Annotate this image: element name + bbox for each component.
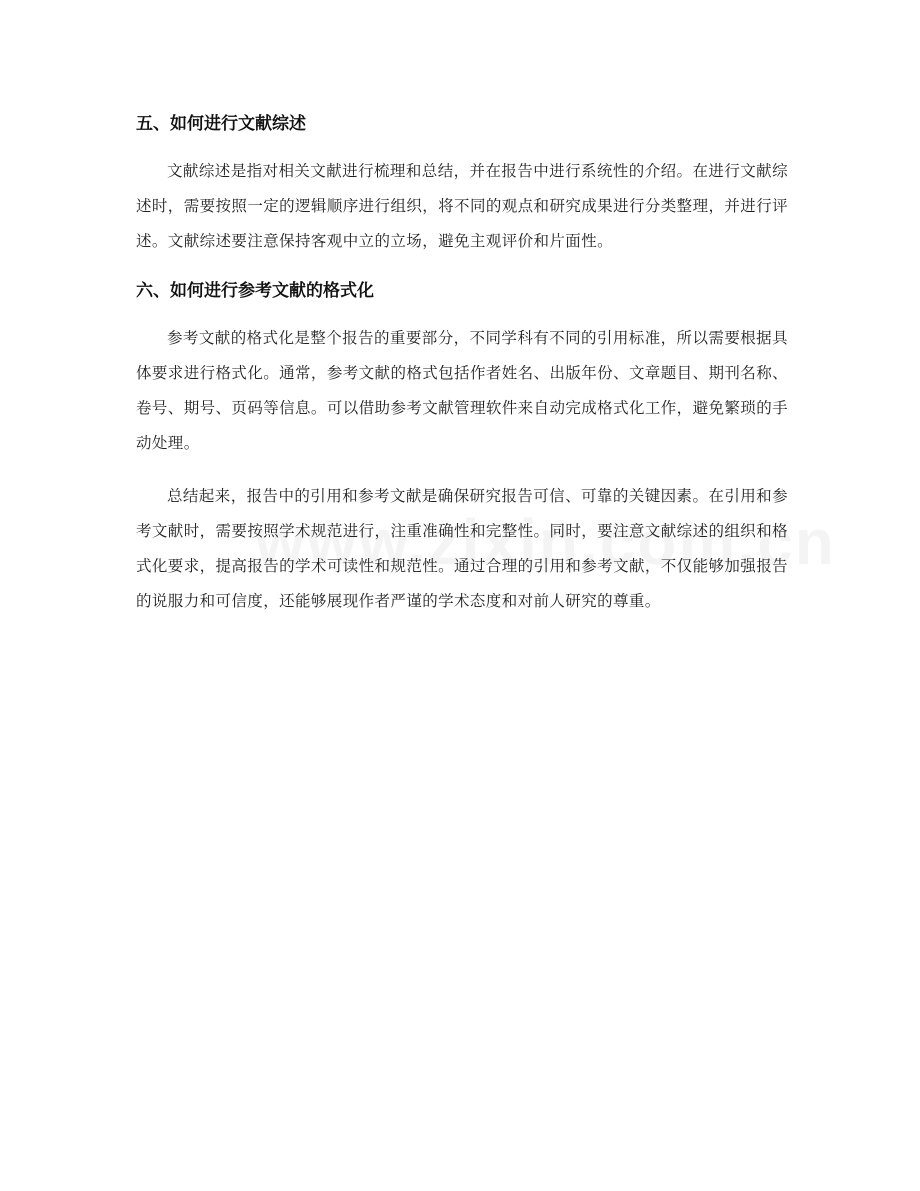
- section-heading-5: 五、如何进行文献综述: [136, 114, 306, 134]
- paragraph-reference-formatting: 参考文献的格式化是整个报告的重要部分，不同学科有不同的引用标准，所以需要根据具体要求进行格式化。通常，参考文献的格式包括作者姓名、出版年份、文章题目、期刊名称、卷号、期号、页码等信息。可以借助参考文献管理软件来自动完成格式化工作，避免繁琐的手动处理。: [136, 329, 788, 452]
- section-heading-6: 六、如何进行参考文献的格式化: [136, 281, 374, 301]
- document-content: [136, 108, 788, 619]
- paragraph-literature-review: 文献综述是指对相关文献进行梳理和总结，并在报告中进行系统性的介绍。在进行文献综述时，需要按照一定的逻辑顺序进行组织，将不同的观点和研究成果进行分类整理，并进行评述。文献综述要注意保持客观中立的立场，避免主观评价和片面性。: [136, 162, 788, 250]
- paragraph-summary: 总结起来，报告中的引用和参考文献是确保研究报告可信、可靠的关键因素。在引用和参考文献时，需要按照学术规范进行，注重准确性和完整性。同时，要注意文献综述的组织和格式化要求，提高报告的学术可读性和规范性。通过合理的引用和参考文献，不仅能够加强报告的说服力和可信度，还能够展现作者严谨的学术态度和对前人研究的尊重。: [136, 487, 788, 610]
